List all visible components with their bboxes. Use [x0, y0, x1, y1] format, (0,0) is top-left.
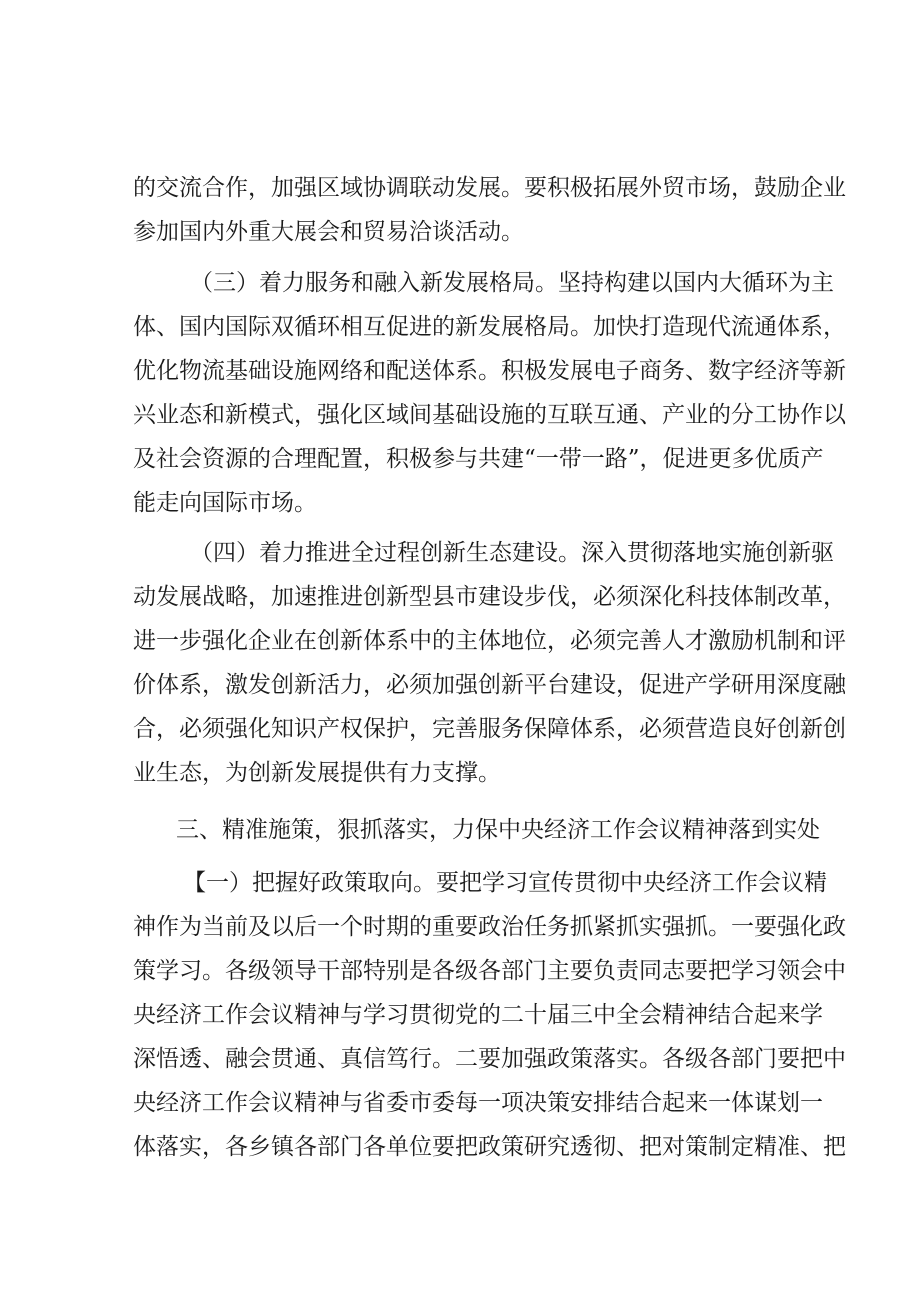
paragraph-line: 能走向国际市场。: [133, 490, 317, 516]
paragraph-line: 深悟透、融会贯通、真信笃行。二要加强政策落实。各级各部门要把中: [133, 1046, 846, 1072]
paragraph-line: 体落实，各乡镇各部门各单位要把政策研究透彻、把对策制定精准、把: [133, 1134, 846, 1160]
paragraph-line: 兴业态和新模式，强化区域间基础设施的互联互通、产业的分工协作以: [133, 402, 846, 428]
paragraph-line: 业生态，为创新发展提供有力支撑。: [133, 760, 501, 786]
paragraph-line: 神作为当前及以后一个时期的重要政治任务抓紧抓实强抓。一要强化政: [133, 914, 846, 940]
paragraph-line: 价体系，激发创新活力，必须加强创新平台建设，促进产学研用深度融: [133, 672, 846, 698]
paragraph-line: （四）着力推进全过程创新生态建设。深入贯彻落地实施创新驱: [190, 540, 834, 566]
paragraph-line: 优化物流基础设施网络和配送体系。积极发展电子商务、数字经济等新: [133, 358, 846, 384]
paragraph-line: 参加国内外重大展会和贸易洽谈活动。: [133, 219, 524, 245]
paragraph-line: 体、国内国际双循环相互促进的新发展格局。加快打造现代流通体系，: [133, 314, 846, 340]
paragraph-line: 动发展战略，加速推进创新型县市建设步伐，必须深化科技体制改革，: [133, 584, 846, 610]
section-heading-text: 三、精准施策，狠抓落实，力保中央经济工作会议精神落到实处: [176, 817, 820, 843]
paragraph-line: 及社会资源的合理配置，积极参与共建“一带一路”，促进更多优质产: [133, 446, 824, 472]
paragraph-line: 央经济工作会议精神与省委市委每一项决策安排结合起来一体谋划一: [133, 1090, 823, 1116]
paragraph-line: 央经济工作会议精神与学习贯彻党的二十届三中全会精神结合起来学: [133, 1002, 823, 1028]
paragraph-line: （三）着力服务和融入新发展格局。坚持构建以国内大循环为主: [190, 270, 834, 296]
paragraph-line: 【一）把握好政策取向。要把学习宣传贯彻中央经济工作会议精: [183, 870, 827, 896]
paragraph-line: 的交流合作，加强区域协调联动发展。要积极拓展外贸市场，鼓励企业: [133, 175, 846, 201]
paragraph-line: 进一步强化企业在创新体系中的主体地位，必须完善人才激励机制和评: [133, 628, 846, 654]
paragraph-line: 策学习。各级领导干部特别是各级各部门主要负责同志要把学习领会中: [133, 958, 846, 984]
paragraph-line: 合，必须强化知识产权保护，完善服务保障体系，必须营造良好创新创: [133, 716, 846, 742]
